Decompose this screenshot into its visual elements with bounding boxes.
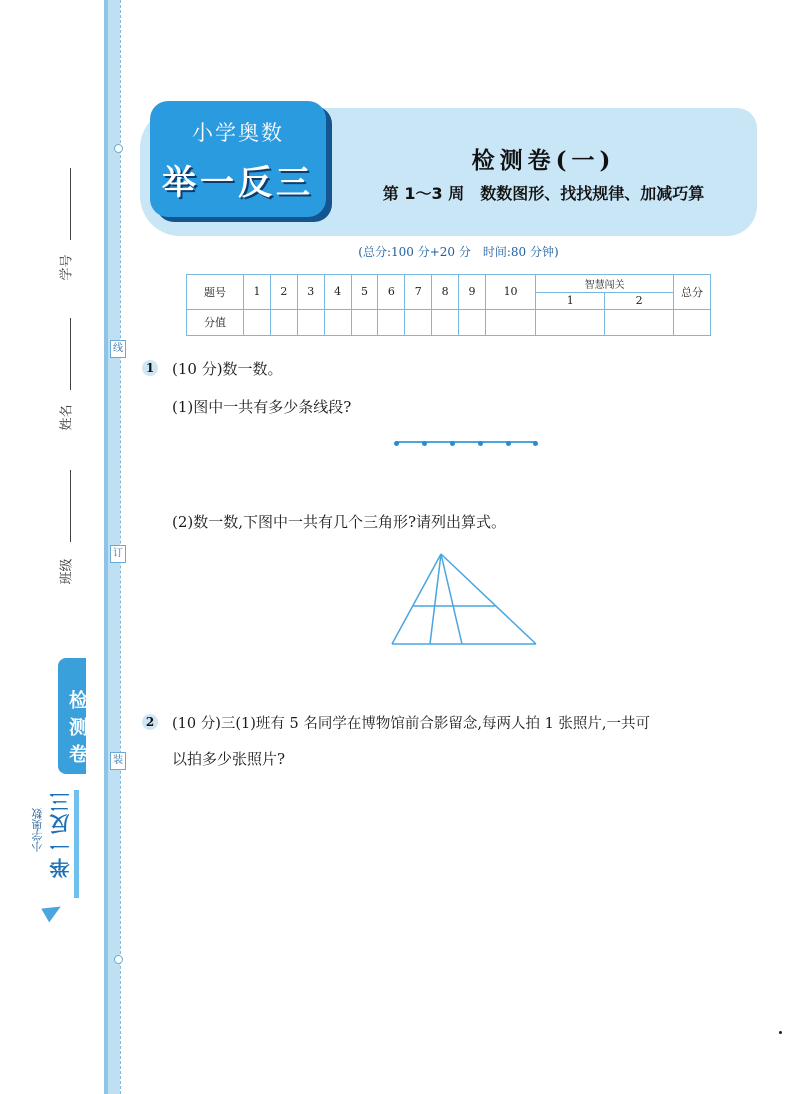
student-id-label: 学号 (59, 254, 75, 281)
score-cell[interactable] (485, 309, 535, 335)
brand-small: 小学奥数 (192, 121, 284, 145)
page-subtitle: 第 1～3 周 数数图形、找找规律、加减巧算 (382, 184, 705, 203)
question-2-text-line-2: 以拍多少张照片? (172, 750, 286, 768)
corner-dot (779, 1031, 782, 1034)
score-cell[interactable] (605, 309, 674, 335)
row-label-number: 题号 (187, 275, 244, 310)
class-field[interactable] (70, 470, 71, 542)
question-number: 6 (378, 275, 405, 310)
binding-char: 线 (110, 340, 126, 358)
segment-point (394, 441, 399, 446)
question-2-number: 2 (142, 714, 158, 730)
score-cell[interactable] (378, 309, 405, 335)
score-cell[interactable] (459, 309, 486, 335)
question-1-part-2: (2)数一数,下图中一共有几个三角形?请列出算式。 (172, 513, 507, 531)
total-cell[interactable] (674, 309, 711, 335)
score-cell[interactable] (244, 309, 271, 335)
score-cell[interactable] (270, 309, 297, 335)
question-number: 1 (244, 275, 271, 310)
question-number: 7 (405, 275, 432, 310)
score-cell[interactable] (324, 309, 351, 335)
score-table (186, 274, 711, 336)
class-label: 班级 (59, 558, 75, 585)
side-logo-small: 小学奥数 (31, 808, 44, 852)
score-info: (总分:100 分+20 分 时间:80 分钟) (358, 245, 559, 259)
punch-hole (114, 955, 123, 964)
binding-edge (104, 0, 108, 1094)
binding-char: 装 (110, 752, 126, 770)
triangle-side-left (392, 554, 441, 644)
side-arrow-icon (41, 900, 65, 923)
question-1-part-1: (1)图中一共有多少条线段? (172, 398, 352, 416)
side-logo-big: 举一反三 (49, 790, 73, 878)
line-segment-figure (396, 441, 536, 443)
bonus-label: 智慧闯关 (536, 275, 674, 293)
segment-point (478, 441, 483, 446)
segment-point (422, 441, 427, 446)
question-1-text: (10 分)数一数。 (172, 360, 283, 378)
total-label: 总分 (674, 275, 711, 310)
segment-point (450, 441, 455, 446)
triangle-side-right (441, 554, 536, 644)
row-label-score: 分值 (187, 309, 244, 335)
segment-point (506, 441, 511, 446)
score-cell[interactable] (536, 309, 605, 335)
side-banner-text: 检测卷 (66, 690, 88, 771)
score-cell[interactable] (297, 309, 324, 335)
triangle-inner-line (430, 554, 441, 644)
score-cell[interactable] (432, 309, 459, 335)
bonus-number: 1 (536, 293, 605, 309)
question-number: 2 (270, 275, 297, 310)
triangle-figure (390, 552, 540, 648)
score-cell[interactable] (351, 309, 378, 335)
question-2-text-line-1: (10 分)三(1)班有 5 名同学在博物馆前合影留念,每两人拍 1 张照片,一共可 (172, 716, 651, 732)
segment-point (533, 441, 538, 446)
binding-char: 订 (110, 545, 126, 563)
question-number: 8 (432, 275, 459, 310)
question-number: 5 (351, 275, 378, 310)
question-number: 4 (324, 275, 351, 310)
punch-hole (114, 144, 123, 153)
brand-big: 举一反三 (162, 163, 314, 203)
bonus-number: 2 (605, 293, 674, 309)
question-number: 10 (485, 275, 535, 310)
triangle-inner-line (441, 554, 462, 644)
student-id-field[interactable] (70, 168, 71, 240)
student-name-field[interactable] (70, 318, 71, 390)
student-name-label: 姓名 (59, 404, 75, 431)
question-number: 9 (459, 275, 486, 310)
question-1-number: 1 (142, 360, 158, 376)
page-title: 检测卷(一) (471, 147, 616, 174)
score-cell[interactable] (405, 309, 432, 335)
question-number: 3 (297, 275, 324, 310)
